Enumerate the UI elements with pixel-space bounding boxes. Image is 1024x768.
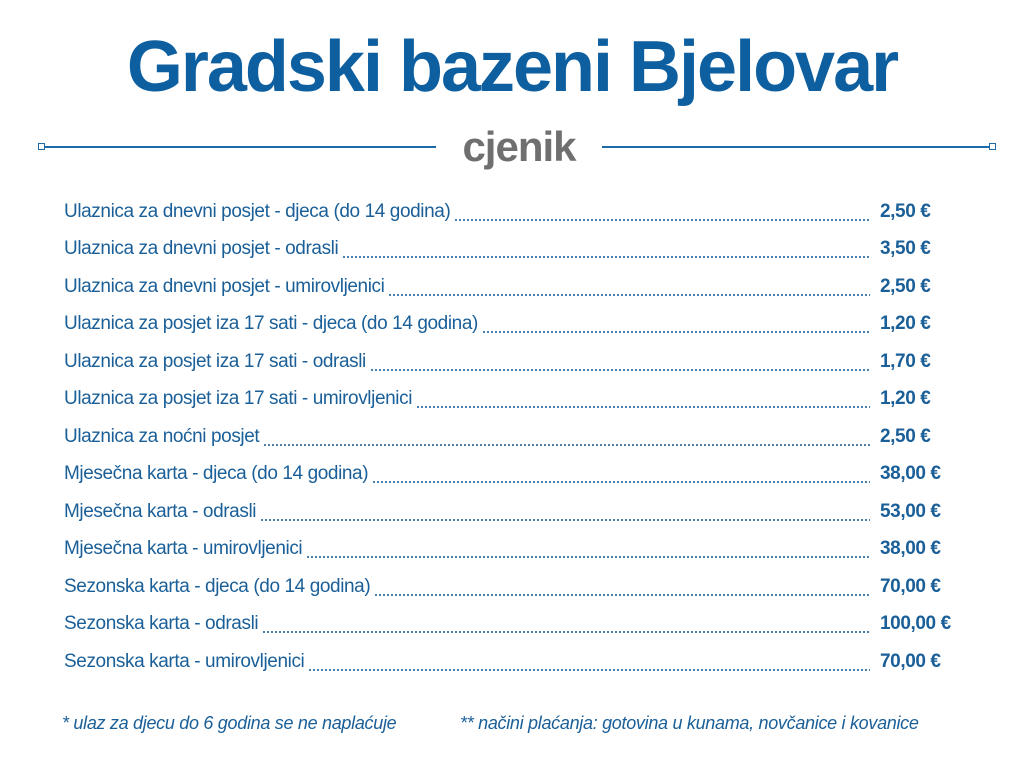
price-item-label: Sezonska karta - umirovljenici bbox=[64, 650, 305, 672]
price-item-value: 2,50 € bbox=[880, 275, 931, 297]
subtitle-divider bbox=[0, 122, 1024, 172]
price-item-value: 100,00 € bbox=[880, 613, 951, 635]
price-item-value: 3,50 € bbox=[880, 238, 931, 260]
price-item-value: 38,00 € bbox=[880, 538, 941, 560]
price-item-label: Ulaznica za dnevni posjet - odrasli bbox=[64, 238, 339, 260]
dot-leader bbox=[372, 470, 870, 484]
price-item-label: Mjesečna karta - odrasli bbox=[64, 500, 257, 522]
price-row bbox=[64, 606, 968, 644]
price-row bbox=[64, 643, 968, 681]
dot-leader bbox=[260, 508, 870, 522]
price-item-value: 2,50 € bbox=[880, 200, 931, 222]
dot-leader bbox=[482, 320, 870, 334]
dot-leader bbox=[374, 583, 870, 597]
dot-leader bbox=[388, 283, 870, 297]
price-item-value: 70,00 € bbox=[880, 575, 941, 597]
price-item-label: Sezonska karta - odrasli bbox=[64, 613, 259, 635]
dot-leader bbox=[263, 433, 870, 447]
dot-leader bbox=[342, 245, 870, 259]
price-item-label: Mjesečna karta - djeca (do 14 godina) bbox=[64, 463, 369, 485]
price-row bbox=[64, 531, 968, 569]
price-row bbox=[64, 381, 968, 419]
price-item-label: Ulaznica za posjet iza 17 sati - odrasli bbox=[64, 350, 366, 372]
price-row bbox=[64, 306, 968, 344]
price-item-label: Ulaznica za dnevni posjet - djeca (do 14 godina) bbox=[64, 200, 451, 222]
divider-right-line bbox=[602, 146, 990, 148]
price-row bbox=[64, 343, 968, 381]
price-row bbox=[64, 268, 968, 306]
price-row bbox=[64, 493, 968, 531]
price-item-value: 1,20 € bbox=[880, 388, 931, 410]
price-item-label: Ulaznica za noćni posjet bbox=[64, 425, 260, 447]
dot-leader bbox=[370, 358, 870, 372]
price-item-label: Mjesečna karta - umirovljenici bbox=[64, 538, 303, 560]
dot-leader bbox=[306, 545, 870, 559]
dot-leader bbox=[454, 208, 870, 222]
price-item-label: Ulaznica za posjet iza 17 sati - djeca (do 14 godina) bbox=[64, 313, 478, 335]
divider-left-line bbox=[44, 146, 436, 148]
footnote-children: * ulaz za djecu do 6 godina se ne naplaćuje bbox=[62, 713, 397, 733]
page-title: Gradski bazeni Bjelovar bbox=[126, 27, 898, 107]
page-subtitle: cjenik bbox=[462, 123, 576, 170]
price-item-value: 38,00 € bbox=[880, 463, 941, 485]
dot-leader bbox=[262, 620, 870, 634]
price-item-label: Ulaznica za posjet iza 17 sati - umirovljenici bbox=[64, 388, 413, 410]
price-item-value: 70,00 € bbox=[880, 650, 941, 672]
price-item-value: 1,70 € bbox=[880, 350, 931, 372]
price-item-value: 2,50 € bbox=[880, 425, 931, 447]
price-item-value: 53,00 € bbox=[880, 500, 941, 522]
price-row bbox=[64, 193, 968, 231]
divider-right-end-square bbox=[989, 143, 996, 150]
price-row bbox=[64, 456, 968, 494]
footnote-payment: ** načini plaćanja: gotovina u kunama, novčanice i kovanice bbox=[460, 713, 919, 733]
dot-leader bbox=[308, 658, 870, 672]
dot-leader bbox=[416, 395, 870, 409]
price-list bbox=[64, 193, 968, 681]
price-item-label: Ulaznica za dnevni posjet - umirovljenici bbox=[64, 275, 385, 297]
price-row bbox=[64, 418, 968, 456]
price-row bbox=[64, 231, 968, 269]
price-item-value: 1,20 € bbox=[880, 313, 931, 335]
price-item-label: Sezonska karta - djeca (do 14 godina) bbox=[64, 575, 371, 597]
price-row bbox=[64, 568, 968, 606]
